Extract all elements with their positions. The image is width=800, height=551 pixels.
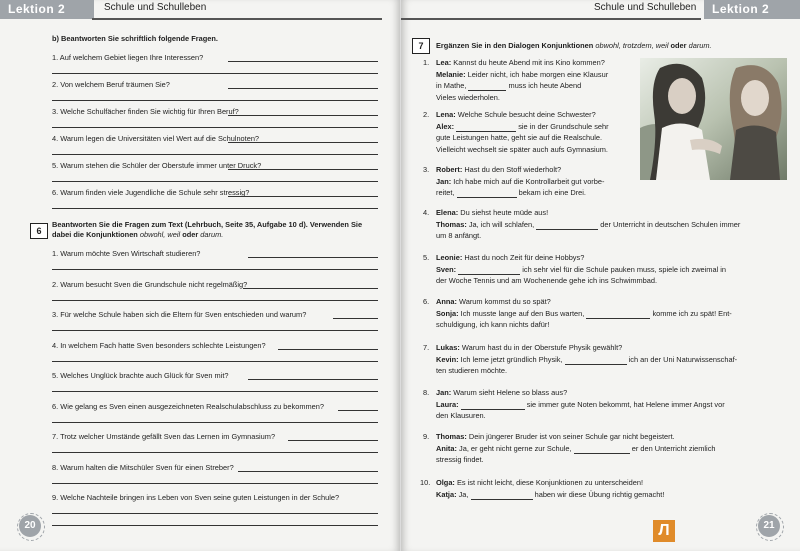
- dialog-line: [436, 220, 740, 230]
- fill-in-blank[interactable]: [471, 491, 533, 500]
- ex6-question-6: 6. Wie gelang es Sven einen ausgezeichneten Realschulabschluss zu bekommen?: [52, 402, 324, 411]
- dialog-number: 5.: [423, 253, 430, 262]
- dialog-line: [436, 411, 486, 421]
- dialog-line: [436, 355, 737, 365]
- answer-line[interactable]: [52, 525, 378, 526]
- dialog-line: [436, 133, 602, 143]
- speaker-name: Leonie:: [436, 253, 463, 262]
- answer-line[interactable]: [52, 127, 378, 128]
- dialog-text: Ja, ich will schlafen,: [468, 220, 535, 229]
- answer-line[interactable]: [52, 154, 378, 155]
- dialog-line: [436, 366, 507, 376]
- header-rule-right: [401, 18, 701, 20]
- speaker-name: Elena:: [436, 208, 459, 217]
- speaker-name: Anita:: [436, 444, 457, 453]
- fill-in-blank[interactable]: [456, 123, 516, 132]
- dialog-line: [436, 400, 725, 410]
- exercise-7-or: oder: [670, 41, 687, 50]
- answer-line[interactable]: [243, 288, 378, 289]
- dialog-text: Vielleicht wechselt sie später auch aufs Gymnasium.: [436, 145, 608, 154]
- dialog-text: Dein jüngerer Bruder ist von seiner Schule gar nicht begeistert.: [468, 432, 675, 441]
- b-question-5: 5. Warum stehen die Schüler der Oberstufe immer unter Druck?: [52, 161, 262, 170]
- speaker-name: Melanie:: [436, 70, 466, 79]
- dialog-line: [436, 122, 609, 132]
- dialog-text: muss ich heute Abend: [508, 81, 582, 90]
- ex6-question-3: 3. Für welche Schule haben sich die Eltern für Sven entschieden und warum?: [52, 310, 307, 319]
- exercise-7-number: 7: [412, 38, 430, 54]
- dialog-text: Warum hast du in der Oberstufe Physik gewählt?: [461, 343, 623, 352]
- section-b-title: b) Beantworten Sie schriftlich folgende Fragen.: [52, 34, 218, 43]
- answer-line[interactable]: [228, 61, 378, 62]
- ex6-question-4: 4. In welchem Fach hatte Sven besonders schlechte Leistungen?: [52, 341, 266, 350]
- fill-in-blank[interactable]: [565, 356, 627, 365]
- answer-line[interactable]: [52, 391, 378, 392]
- dialog-text: Hast du noch Zeit für deine Hobbys?: [464, 253, 585, 262]
- dialog-line: [436, 58, 605, 68]
- answer-line[interactable]: [52, 330, 378, 331]
- dialog-line: [436, 388, 567, 398]
- dialog-text: Es ist nicht leicht, diese Konjunktionen zu unterscheiden!: [456, 478, 644, 487]
- page-number-right: 21: [758, 515, 780, 537]
- dialog-line: [436, 110, 596, 120]
- exercise-6-title-part1: dabei die Konjunktionen: [52, 230, 138, 239]
- speaker-name: Jan:: [436, 388, 452, 397]
- dialog-text: haben wir diese Übung richtig gemacht!: [534, 490, 665, 499]
- dialog-line: [436, 343, 622, 353]
- dialog-line: [436, 177, 604, 187]
- dialog-line: [436, 81, 581, 91]
- speaker-name: Robert:: [436, 165, 463, 174]
- lesson-tag-right: Lektion 2: [704, 0, 800, 19]
- dialog-text: Warum sieht Helene so blass aus?: [453, 388, 568, 397]
- dialog-text: Warum kommst du so spät?: [459, 297, 551, 306]
- answer-line[interactable]: [278, 349, 378, 350]
- speaker-name: Katja:: [436, 490, 457, 499]
- answer-line[interactable]: [52, 73, 378, 74]
- exercise-7-conjunctions: obwohl, trotzdem, weil: [595, 41, 669, 50]
- dialog-text: in Mathe,: [436, 81, 467, 90]
- dialog-number: 3.: [423, 165, 430, 174]
- dialog-text: Vieles wiederholen.: [436, 93, 500, 102]
- ex6-question-9: 9. Welche Nachteile bringen ins Leben von Sven seine guten Leistungen in der Schule?: [52, 493, 340, 502]
- ex6-question-5: 5. Welches Unglück brachte auch Glück für Sven mit?: [52, 371, 229, 380]
- ex6-question-2: 2. Warum besucht Sven die Grundschule nicht regelmäßig?: [52, 280, 248, 289]
- exercise-6-title-line1: Beantworten Sie die Fragen zum Text (Lehrbuch, Seite 35, Aufgabe 10 d). Verwenden Sie: [52, 220, 363, 229]
- speaker-name: Sonja:: [436, 309, 459, 318]
- right-page: [401, 0, 800, 551]
- dialog-line: [436, 320, 549, 330]
- dialog-text: um 8 anfängt.: [436, 231, 482, 240]
- answer-line[interactable]: [338, 410, 378, 411]
- fill-in-blank[interactable]: [461, 401, 525, 410]
- dialog-line: [436, 208, 548, 218]
- dialog-line: [436, 70, 608, 80]
- dialog-text: Ja,: [458, 490, 469, 499]
- dialog-line: [436, 444, 716, 454]
- exercise-6-conjunctions: obwohl, weil: [139, 230, 181, 239]
- answer-line[interactable]: [228, 88, 378, 89]
- dialog-text: Leider nicht, ich habe morgen eine Klausur: [467, 70, 609, 79]
- answer-line[interactable]: [333, 318, 378, 319]
- answer-line[interactable]: [52, 100, 378, 101]
- ex6-question-8: 8. Warum halten die Mitschüler Sven für einen Streber?: [52, 463, 234, 472]
- dialog-number: 9.: [423, 432, 430, 441]
- speaker-name: Laura:: [436, 400, 459, 409]
- answer-line[interactable]: [52, 513, 378, 514]
- lesson-tag-left: Lektion 2: [0, 0, 94, 19]
- answer-line[interactable]: [288, 440, 378, 441]
- fill-in-blank[interactable]: [468, 82, 506, 91]
- fill-in-blank[interactable]: [458, 266, 520, 275]
- speaker-name: Alex:: [436, 122, 455, 131]
- dialog-text: den Klausuren.: [436, 411, 486, 420]
- dialog-text: schuldigung, ich kann nichts dafür!: [436, 320, 550, 329]
- answer-line[interactable]: [238, 471, 378, 472]
- dialog-text: Ich musste lange auf den Bus warten,: [460, 309, 585, 318]
- speaker-name: Lukas:: [436, 343, 460, 352]
- fill-in-blank[interactable]: [457, 189, 517, 198]
- dialog-text: reitet,: [436, 188, 455, 197]
- exercise-7-title-part1: Ergänzen Sie in den Dialogen Konjunktionen: [436, 41, 594, 50]
- speaker-name: Anna:: [436, 297, 457, 306]
- dialog-line: [436, 231, 481, 241]
- answer-line[interactable]: [52, 269, 378, 270]
- dialog-text: der Unterricht in deutschen Schulen immer: [600, 220, 741, 229]
- header-rule-left: [92, 18, 382, 20]
- dialog-line: [436, 432, 675, 442]
- answer-line[interactable]: [228, 196, 378, 197]
- dialog-text: sie in der Grundschule sehr: [518, 122, 609, 131]
- publisher-logo: Л: [653, 520, 675, 542]
- exercise-6-title-line2: [52, 230, 223, 240]
- dialog-text: sie immer gute Noten bekommt, hat Helene immer Angst vor: [526, 400, 725, 409]
- dialog-text: ten studieren möchte.: [436, 366, 508, 375]
- ex6-question-7: 7. Trotz welcher Umstände gefällt Sven das Lernen im Gymnasium?: [52, 432, 276, 441]
- exercise-6-or: oder: [182, 230, 199, 239]
- speaker-name: Sven:: [436, 265, 457, 274]
- speaker-name: Lea:: [436, 58, 452, 67]
- dialog-text: Welche Schule besucht deine Schwester?: [457, 110, 596, 119]
- dialog-line: [436, 276, 657, 286]
- answer-line[interactable]: [52, 452, 378, 453]
- answer-line[interactable]: [52, 181, 378, 182]
- answer-line[interactable]: [248, 257, 378, 258]
- dialog-number: 4.: [423, 208, 430, 217]
- dialog-line: [436, 309, 732, 319]
- answer-line[interactable]: [248, 379, 378, 380]
- dialog-text: bekam ich eine Drei.: [518, 188, 586, 197]
- dialog-text: komme ich zu spät! Ent-: [652, 309, 732, 318]
- dialog-number: 2.: [423, 110, 430, 119]
- page-header-left: Schule und Schulleben: [104, 2, 207, 13]
- page-header-right: Schule und Schulleben: [594, 2, 697, 13]
- answer-line[interactable]: [52, 208, 378, 209]
- fill-in-blank[interactable]: [536, 221, 598, 230]
- dialog-text: er den Unterricht ziemlich: [631, 444, 716, 453]
- dialog-line: [436, 165, 561, 175]
- dialog-line: [436, 478, 643, 488]
- dialog-text: gute Leistungen hatte, geht sie auf die Realschule.: [436, 133, 602, 142]
- dialog-text: Ich lerne jetzt gründlich Physik,: [460, 355, 563, 364]
- answer-line[interactable]: [228, 115, 378, 116]
- dialog-line: [436, 490, 664, 500]
- dialog-text: der Woche Tennis und am Wochenende gehe ich ins Schwimmbad.: [436, 276, 658, 285]
- b-question-2: 2. Von welchem Beruf träumen Sie?: [52, 80, 170, 89]
- dialog-line: [436, 265, 726, 275]
- ex6-question-1: 1. Warum möchte Sven Wirtschaft studieren?: [52, 249, 201, 258]
- dialog-number: 6.: [423, 297, 430, 306]
- speaker-name: Lena:: [436, 110, 456, 119]
- speaker-name: Thomas:: [436, 432, 467, 441]
- answer-line[interactable]: [228, 169, 378, 170]
- dialog-number: 1.: [423, 58, 430, 67]
- dialog-number: 7.: [423, 343, 430, 352]
- dialog-line: [436, 145, 608, 155]
- dialog-number: 10.: [420, 478, 431, 487]
- dialog-number: 8.: [423, 388, 430, 397]
- dialog-line: [436, 188, 586, 198]
- dialog-text: Ich habe mich auf die Kontrollarbeit gut vorbe-: [453, 177, 605, 186]
- speaker-name: Thomas:: [436, 220, 467, 229]
- speaker-name: Jan:: [436, 177, 452, 186]
- dialog-line: [436, 455, 484, 465]
- two-girls-photo: [640, 58, 787, 180]
- exercise-6-darum: darum.: [200, 230, 224, 239]
- speaker-name: Kevin:: [436, 355, 459, 364]
- answer-line[interactable]: [52, 483, 378, 484]
- b-question-3: 3. Welche Schulfächer finden Sie wichtig für Ihren Beruf?: [52, 107, 239, 116]
- dialog-text: Kannst du heute Abend mit ins Kino kommen?: [453, 58, 605, 67]
- exercise-7-darum: darum.: [688, 41, 712, 50]
- b-question-1: 1. Auf welchem Gebiet liegen Ihre Interessen?: [52, 53, 204, 62]
- answer-line[interactable]: [228, 142, 378, 143]
- fill-in-blank[interactable]: [586, 310, 650, 319]
- page-number-left: 20: [19, 515, 41, 537]
- dialog-text: Du siehst heute müde aus!: [460, 208, 549, 217]
- dialog-line: [436, 93, 500, 103]
- dialog-text: ich sehr viel für die Schule pauken muss, spiele ich zweimal in: [522, 265, 727, 274]
- dialog-line: [436, 253, 584, 263]
- answer-line[interactable]: [52, 361, 378, 362]
- exercise-7-title: [436, 41, 712, 51]
- b-question-6: 6. Warum finden viele Jugendliche die Schule sehr stressig?: [52, 188, 250, 197]
- dialog-text: Ja, er geht nicht gerne zur Schule,: [459, 444, 572, 453]
- dialog-text: Hast du den Stoff wiederholt?: [464, 165, 562, 174]
- b-question-4: 4. Warum legen die Universitäten viel Wert auf die Schulnoten?: [52, 134, 260, 143]
- answer-line[interactable]: [52, 300, 378, 301]
- speaker-name: Olga:: [436, 478, 455, 487]
- dialog-text: ich an der Uni Naturwissenschaf-: [628, 355, 738, 364]
- answer-line[interactable]: [52, 422, 378, 423]
- exercise-6-number: 6: [30, 223, 48, 239]
- fill-in-blank[interactable]: [574, 445, 630, 454]
- dialog-line: [436, 297, 551, 307]
- dialog-text: stressig findet.: [436, 455, 484, 464]
